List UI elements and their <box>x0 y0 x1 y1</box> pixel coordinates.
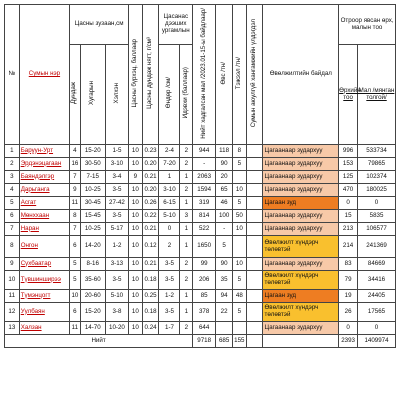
table-row <box>5 171 396 184</box>
row-cover: 10 <box>129 258 143 271</box>
header-snow-cover: Цасны бүрхэц, баллаар <box>129 5 143 145</box>
row-max: 10-20 <box>105 322 128 335</box>
row-condition: Цагаанаар зудархуу <box>263 210 339 223</box>
row-households: 0 <box>339 197 358 210</box>
row-num: 6 <box>5 210 20 223</box>
row-condition: Цагаанаар зудархуу <box>263 223 339 236</box>
header-cover: Идэвхи (баллаар) <box>180 45 193 145</box>
row-density: 0.21 <box>142 223 159 236</box>
row-fodder <box>233 322 247 335</box>
row-livestock: 0 <box>358 197 396 210</box>
row-sum-name: Сүхбаатар <box>19 258 69 271</box>
row-min: 30-45 <box>80 197 105 210</box>
table-row <box>5 290 396 303</box>
row-hay: - <box>193 158 216 171</box>
row-avg: 11 <box>70 322 81 335</box>
row-sum-name: Асгат <box>19 197 69 210</box>
row-min: 30-50 <box>80 158 105 171</box>
row-min: 35-60 <box>80 271 105 290</box>
row-livestock: 84669 <box>358 258 396 271</box>
row-livestock: 102374 <box>358 171 396 184</box>
row-condition: Цагаанаар зудархуу <box>263 171 339 184</box>
row-stock: 35 <box>216 271 233 290</box>
row-avg: 8 <box>70 210 81 223</box>
row-max: 5-17 <box>105 223 128 236</box>
row-height: 1-7 <box>159 322 180 335</box>
row-min: 15-45 <box>80 210 105 223</box>
row-max: 1-2 <box>105 236 128 258</box>
row-min: 15-20 <box>80 303 105 322</box>
row-stock: 94 <box>216 290 233 303</box>
row-fodder: 5 <box>233 271 247 290</box>
row-hay: 1594 <box>193 184 216 197</box>
row-activity: 1 <box>180 290 193 303</box>
header-condition: Өвөлжилтийн байдал <box>263 5 339 145</box>
row-households: 153 <box>339 158 358 171</box>
row-livestock: 24405 <box>358 290 396 303</box>
row-activity: 1 <box>180 197 193 210</box>
table-row <box>5 184 396 197</box>
row-min: 10-25 <box>80 223 105 236</box>
row-sum-name: Наран <box>19 223 69 236</box>
header-avg: Дундаж <box>70 45 81 145</box>
row-cover: 10 <box>129 210 143 223</box>
header-height: Өндөр /см/ <box>159 45 180 145</box>
table-row <box>5 271 396 290</box>
row-sum-name: Мөнххаан <box>19 210 69 223</box>
row-stock: 20 <box>216 171 233 184</box>
row-sum-name: Халзан <box>19 322 69 335</box>
total-row <box>5 335 396 348</box>
row-min: 15-20 <box>80 145 105 158</box>
row-reserve <box>246 322 263 335</box>
row-condition: Өвөлжилт хүндэрч төлөвтэй <box>263 303 339 322</box>
row-max: 3-13 <box>105 258 128 271</box>
row-cover: 10 <box>129 271 143 290</box>
row-min: 20-60 <box>80 290 105 303</box>
row-livestock: 241369 <box>358 236 396 258</box>
row-height: 2-4 <box>159 145 180 158</box>
row-fodder: 10 <box>233 258 247 271</box>
row-num: 4 <box>5 184 20 197</box>
row-households: 213 <box>339 223 358 236</box>
row-density: 0.24 <box>142 322 159 335</box>
row-activity: 2 <box>180 322 193 335</box>
row-stock: 90 <box>216 158 233 171</box>
row-fodder: 5 <box>233 197 247 210</box>
row-fodder: 5 <box>233 158 247 171</box>
total-stock: 685 <box>216 335 233 348</box>
row-fodder: 10 <box>233 223 247 236</box>
row-hay: 1650 <box>193 236 216 258</box>
row-activity: 2 <box>180 271 193 290</box>
row-hay: 206 <box>193 271 216 290</box>
row-fodder: 10 <box>233 184 247 197</box>
row-num: 3 <box>5 171 20 184</box>
header-reserve: Сумын аюулгүй хангамжийн үлдэгдэл <box>246 5 263 145</box>
row-num: 7 <box>5 223 20 236</box>
row-avg: 10 <box>70 290 81 303</box>
row-hay: 319 <box>193 197 216 210</box>
row-condition: Цагаанаар зудархуу <box>263 258 339 271</box>
table-row <box>5 223 396 236</box>
row-height: 1-2 <box>159 290 180 303</box>
row-max: 3-8 <box>105 303 128 322</box>
row-cover: 10 <box>129 197 143 210</box>
row-condition: Цагаанаар зудархуу <box>263 184 339 197</box>
row-num: 2 <box>5 158 20 171</box>
header-min: Хугарын <box>80 45 105 145</box>
row-density: 0.20 <box>142 158 159 171</box>
row-stock: 5 <box>216 236 233 258</box>
row-height: 0 <box>159 223 180 236</box>
row-density: 0.18 <box>142 303 159 322</box>
row-height: 1 <box>159 171 180 184</box>
row-sum-name: Түвшинширээ <box>19 271 69 290</box>
total-condition <box>263 335 339 348</box>
table-row <box>5 145 396 158</box>
row-households: 0 <box>339 322 358 335</box>
row-activity: 1 <box>180 236 193 258</box>
row-livestock: 0 <box>358 322 396 335</box>
row-num: 11 <box>5 290 20 303</box>
row-condition: Өвөлжилт хүндэрч төлөвтэй <box>263 236 339 258</box>
row-height: 2 <box>159 236 180 258</box>
row-avg: 7 <box>70 223 81 236</box>
row-height: 3-5 <box>159 271 180 290</box>
row-max: 5-10 <box>105 290 128 303</box>
row-num: 9 <box>5 258 20 271</box>
row-stock: 90 <box>216 258 233 271</box>
total-fodder: 155 <box>233 335 247 348</box>
row-max: 27-42 <box>105 197 128 210</box>
header-snow-depth: Цасны зузаан,см <box>70 5 129 45</box>
row-households: 83 <box>339 258 358 271</box>
row-reserve <box>246 290 263 303</box>
row-activity: 2 <box>180 184 193 197</box>
row-livestock: 106577 <box>358 223 396 236</box>
total-livestock: 1409974 <box>358 335 396 348</box>
row-activity: 1 <box>180 223 193 236</box>
row-reserve <box>246 236 263 258</box>
row-reserve <box>246 303 263 322</box>
table-row <box>5 258 396 271</box>
row-max: 3-5 <box>105 210 128 223</box>
row-density: 0.18 <box>142 271 159 290</box>
table-row <box>5 158 396 171</box>
row-min: 7-15 <box>80 171 105 184</box>
row-reserve <box>246 258 263 271</box>
row-stock: 22 <box>216 303 233 322</box>
row-fodder: 5 <box>233 303 247 322</box>
row-sum-name: Түмэнцогт <box>19 290 69 303</box>
row-min: 14-20 <box>80 236 105 258</box>
row-hay: 522 <box>193 223 216 236</box>
row-households: 214 <box>339 236 358 258</box>
row-num: 10 <box>5 271 20 290</box>
row-height: 6-15 <box>159 197 180 210</box>
row-max: 1-5 <box>105 145 128 158</box>
row-fodder <box>233 171 247 184</box>
table-row <box>5 197 396 210</box>
row-min: 8-16 <box>80 258 105 271</box>
table-row <box>5 236 396 258</box>
row-reserve <box>246 184 263 197</box>
row-sum-name: Дарьганга <box>19 184 69 197</box>
row-avg: 11 <box>70 197 81 210</box>
row-households: 470 <box>339 184 358 197</box>
row-hay: 85 <box>193 290 216 303</box>
row-min: 14-70 <box>80 322 105 335</box>
row-hay: 2063 <box>193 171 216 184</box>
header-max: Хэлхэн <box>105 45 128 145</box>
row-sum-name: Онгон <box>19 236 69 258</box>
row-livestock: 5835 <box>358 210 396 223</box>
row-max: 3-5 <box>105 184 128 197</box>
total-hay: 9718 <box>193 335 216 348</box>
row-density: 0.21 <box>142 258 159 271</box>
row-households: 26 <box>339 303 358 322</box>
row-cover: 10 <box>129 158 143 171</box>
row-condition: Өвөлжилт хүндэрч төлөвтэй <box>263 271 339 290</box>
row-stock <box>216 322 233 335</box>
row-fodder: 8 <box>233 145 247 158</box>
row-sum-name: Баруун-Урт <box>19 145 69 158</box>
row-height: 7-20 <box>159 158 180 171</box>
row-num: 8 <box>5 236 20 258</box>
row-num: 5 <box>5 197 20 210</box>
row-cover: 10 <box>129 145 143 158</box>
row-livestock: 79865 <box>358 158 396 171</box>
row-cover: 9 <box>129 171 143 184</box>
row-cover: 10 <box>129 322 143 335</box>
row-density: 0.26 <box>142 197 159 210</box>
row-avg: 6 <box>70 236 81 258</box>
row-reserve <box>246 223 263 236</box>
row-num: 12 <box>5 303 20 322</box>
row-avg: 6 <box>70 303 81 322</box>
row-density: 0.20 <box>142 184 159 197</box>
row-livestock: 533734 <box>358 145 396 158</box>
row-hay: 944 <box>193 145 216 158</box>
row-height: 3-5 <box>159 303 180 322</box>
row-avg: 16 <box>70 158 81 171</box>
row-condition: Цагаанаар зудархуу <box>263 322 339 335</box>
row-avg: 7 <box>70 171 81 184</box>
row-households: 19 <box>339 290 358 303</box>
row-activity: 2 <box>180 145 193 158</box>
row-sum-name: Уулбаян <box>19 303 69 322</box>
row-households: 15 <box>339 210 358 223</box>
row-households: 125 <box>339 171 358 184</box>
row-sum-name: Эрдэнэцагаан <box>19 158 69 171</box>
row-stock: - <box>216 223 233 236</box>
row-density: 0.21 <box>142 171 159 184</box>
row-reserve <box>246 171 263 184</box>
row-height: 3-5 <box>159 258 180 271</box>
row-avg: 9 <box>70 184 81 197</box>
row-height: 5-10 <box>159 210 180 223</box>
row-hay: 378 <box>193 303 216 322</box>
row-avg: 4 <box>70 145 81 158</box>
header-fodder: Тэжээл /тн/ <box>233 5 247 145</box>
row-density: 0.25 <box>142 290 159 303</box>
row-hay: 644 <box>193 322 216 335</box>
row-density: 0.12 <box>142 236 159 258</box>
row-num: 1 <box>5 145 20 158</box>
header-stock: Өвс /тн/ <box>216 5 233 145</box>
row-cover: 10 <box>129 236 143 258</box>
row-condition: Цагаан зуд <box>263 290 339 303</box>
header-pasture: Цасанас дээших ургамлын <box>159 5 193 45</box>
row-stock: 118 <box>216 145 233 158</box>
header-hay-total: Нийт хадгалсан мал /2023.01-15-ы байдлаар/ <box>193 5 216 145</box>
row-cover: 10 <box>129 303 143 322</box>
header-snow-density: Цасны дундаж нягт, г/см³ <box>142 5 159 145</box>
row-max: 3-4 <box>105 171 128 184</box>
snow-pasture-table <box>4 4 396 348</box>
row-density: 0.22 <box>142 210 159 223</box>
total-reserve <box>246 335 263 348</box>
header-herders: Отроор явсан өрх, малын тоо <box>339 5 396 45</box>
table-row <box>5 322 396 335</box>
row-cover: 10 <box>129 223 143 236</box>
row-households: 996 <box>339 145 358 158</box>
row-condition: Цагаан зуд <box>263 197 339 210</box>
row-livestock: 17565 <box>358 303 396 322</box>
header-num: № <box>5 5 20 145</box>
header-households: Өрхийн тоо <box>339 45 358 145</box>
row-stock: 100 <box>216 210 233 223</box>
row-activity: 2 <box>180 158 193 171</box>
row-hay: 814 <box>193 210 216 223</box>
row-activity: 1 <box>180 303 193 322</box>
row-reserve <box>246 158 263 171</box>
row-max: 3-10 <box>105 158 128 171</box>
row-activity: 1 <box>180 171 193 184</box>
row-hay: 99 <box>193 258 216 271</box>
row-reserve <box>246 197 263 210</box>
table-row <box>5 303 396 322</box>
row-fodder: 48 <box>233 290 247 303</box>
header-livestock: Мал /мянган толгой/ <box>358 45 396 145</box>
row-stock: 46 <box>216 197 233 210</box>
row-avg: 5 <box>70 258 81 271</box>
row-reserve <box>246 271 263 290</box>
row-min: 10-25 <box>80 184 105 197</box>
row-activity: 2 <box>180 258 193 271</box>
row-density: 0.23 <box>142 145 159 158</box>
row-avg: 5 <box>70 271 81 290</box>
row-sum-name: Баяндэлгэр <box>19 171 69 184</box>
row-num: 13 <box>5 322 20 335</box>
row-cover: 10 <box>129 290 143 303</box>
row-fodder: 50 <box>233 210 247 223</box>
row-activity: 3 <box>180 210 193 223</box>
row-stock: 65 <box>216 184 233 197</box>
row-max: 3-5 <box>105 271 128 290</box>
row-condition: Цагаанаар зудархуу <box>263 158 339 171</box>
row-livestock: 34416 <box>358 271 396 290</box>
row-households: 79 <box>339 271 358 290</box>
row-fodder <box>233 236 247 258</box>
row-livestock: 180025 <box>358 184 396 197</box>
row-reserve <box>246 145 263 158</box>
total-households: 2393 <box>339 335 358 348</box>
header-sum-name: Сумын нэр <box>19 5 69 145</box>
row-condition: Цагаанаар зудархуу <box>263 145 339 158</box>
row-reserve <box>246 210 263 223</box>
row-cover: 10 <box>129 184 143 197</box>
row-height: 3-10 <box>159 184 180 197</box>
table-row <box>5 210 396 223</box>
total-label: Нийт <box>5 335 193 348</box>
